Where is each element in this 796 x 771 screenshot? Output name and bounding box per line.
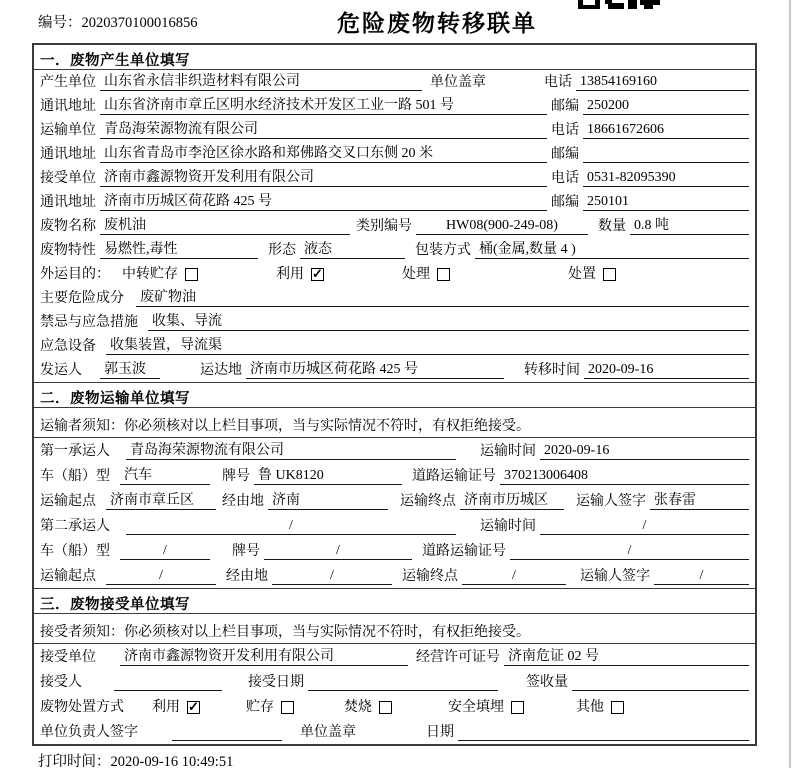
field-value-underline: / <box>264 542 412 560</box>
checkbox-label: 其他 <box>576 700 604 715</box>
form-row <box>34 70 755 94</box>
field-label: 经由地 <box>226 569 268 584</box>
field-label: 运输时间 <box>480 444 536 459</box>
check-mark-icon: ✓ <box>188 699 199 714</box>
form-row <box>34 358 755 382</box>
field-value-underline: 0531-82095390 <box>583 169 749 187</box>
field-value-underline <box>114 674 222 691</box>
form-row <box>34 310 755 334</box>
field-label: 单位负责人签字 <box>40 725 138 740</box>
field-value-underline: / <box>272 567 392 585</box>
form-row <box>34 142 755 166</box>
field-label: 邮编 <box>551 99 579 114</box>
form-row <box>34 190 755 214</box>
field-value-underline: 山东省济南市章丘区明水经济技术开发区工业一路 501 号 <box>100 97 547 115</box>
field-value-underline: 济南市章丘区 <box>106 492 216 510</box>
field-label: 通讯地址 <box>40 147 96 162</box>
form-row <box>34 538 755 563</box>
field-text: 单位盖章 <box>300 725 356 740</box>
field-value-underline: 易燃性,毒性 <box>100 241 258 259</box>
field-label: 签收量 <box>526 675 568 690</box>
field-value-underline: 郭玉波 <box>100 361 160 379</box>
form-row <box>34 286 755 310</box>
checkbox-unchecked <box>122 266 198 283</box>
field-label: 运输人签字 <box>580 569 650 584</box>
field-label: 应急设备 <box>40 339 96 354</box>
field-value-underline: 济南 <box>268 492 388 510</box>
checkbox-box-icon <box>311 268 324 281</box>
doc-number-value: 2020370100016856 <box>81 15 198 31</box>
field-label: 牌号 <box>232 544 260 559</box>
section-note: 接受者须知：你必须核对以上栏目事项，当与实际情况不符时，有权拒绝接受。 <box>34 614 755 644</box>
form-row <box>34 669 755 694</box>
field-label: 第二承运人 <box>40 519 110 534</box>
form-row <box>34 334 755 358</box>
section-header: 一．废物产生单位填写 <box>34 45 755 70</box>
form-row <box>34 513 755 538</box>
field-label: 电话 <box>551 123 579 138</box>
field-value-underline: / <box>462 567 566 585</box>
form-row <box>34 166 755 190</box>
field-value-underline: 收集装置，导流渠 <box>106 337 749 355</box>
field-value-underline: 济南市鑫源物资开发利用有限公司 <box>120 648 408 666</box>
checkbox-box-icon <box>187 701 200 714</box>
field-value-underline <box>583 146 749 163</box>
checkbox-box-icon <box>185 268 198 281</box>
field-value-underline: 济南市鑫源物资开发利用有限公司 <box>100 169 547 187</box>
field-value-underline: 370213006408 <box>500 467 749 485</box>
field-value-underline: / <box>120 542 210 560</box>
checkbox-label: 贮存 <box>246 700 274 715</box>
field-value-underline: 桶(金属,数量 4 ) <box>475 241 749 259</box>
checkbox-box-icon <box>437 268 450 281</box>
field-value-underline: 济南市历城区荷花路 425 号 <box>246 361 504 379</box>
checkbox-label: 焚烧 <box>344 700 372 715</box>
field-label: 包装方式 <box>415 243 471 258</box>
field-label: 运输起点 <box>40 494 96 509</box>
field-value-underline: 2020-09-16 <box>540 442 749 460</box>
section-header: 三．废物接受单位填写 <box>34 589 755 614</box>
field-value-underline: 250200 <box>583 97 749 115</box>
field-value-underline: / <box>126 517 456 535</box>
checkbox-label: 处置 <box>568 267 596 282</box>
field-label: 电话 <box>544 75 572 90</box>
field-label: 道路运输证号 <box>412 469 496 484</box>
field-value-underline: 济南危证 02 号 <box>504 648 749 666</box>
field-label: 接受单位 <box>40 171 96 186</box>
field-value-underline: 液态 <box>300 241 405 259</box>
form-row <box>34 563 755 588</box>
field-value-underline <box>458 724 749 741</box>
field-value-underline: / <box>654 567 749 585</box>
form-section <box>34 588 755 744</box>
field-value-underline: 济南市历城区 <box>460 492 564 510</box>
field-value-underline <box>308 674 498 691</box>
field-label: 类别编号 <box>356 219 412 234</box>
field-value-underline: 汽车 <box>120 467 210 485</box>
field-label: 牌号 <box>222 469 250 484</box>
checkbox-checked <box>152 699 200 716</box>
field-label: 接受单位 <box>40 650 96 665</box>
field-value-underline: 2020-09-16 <box>584 361 749 379</box>
field-value-underline <box>572 674 749 691</box>
field-label: 通讯地址 <box>40 99 96 114</box>
field-value-underline: / <box>510 542 749 560</box>
form-row <box>34 719 755 744</box>
checkbox-unchecked <box>246 699 294 716</box>
field-label: 废物特性 <box>40 243 96 258</box>
field-value-underline: HW08(900-249-08) <box>416 217 588 235</box>
field-value-underline: / <box>106 567 216 585</box>
field-value-underline: 山东省永信非织造材料有限公司 <box>100 73 422 91</box>
form-table <box>32 43 757 746</box>
print-time-label: 打印时间： <box>38 754 111 770</box>
checkbox-label: 利用 <box>276 267 304 282</box>
checkbox-box-icon <box>379 701 392 714</box>
field-label: 产生单位 <box>40 75 96 90</box>
form-row <box>34 644 755 669</box>
field-label: 运输单位 <box>40 123 96 138</box>
field-label: 道路运输证号 <box>422 544 506 559</box>
field-text: 单位盖章 <box>430 75 486 90</box>
checkbox-unchecked <box>576 699 624 716</box>
form-row <box>34 694 755 719</box>
field-value-underline: / <box>540 517 749 535</box>
field-label: 外运目的： <box>40 267 110 282</box>
form-row <box>34 238 755 262</box>
field-label: 通讯地址 <box>40 195 96 210</box>
form-row <box>34 94 755 118</box>
field-label: 接受人 <box>40 675 82 690</box>
checkbox-unchecked <box>344 699 392 716</box>
field-value-underline: 废机油 <box>100 217 350 235</box>
field-label: 废物名称 <box>40 219 96 234</box>
checkbox-unchecked <box>448 699 524 716</box>
checkbox-unchecked <box>402 266 450 283</box>
field-label: 主要危险成分 <box>40 291 124 306</box>
field-label: 运输起点 <box>40 569 96 584</box>
form-row <box>34 488 755 513</box>
form-row <box>34 262 755 286</box>
check-mark-icon: ✓ <box>312 266 323 281</box>
page-edge-line <box>789 0 791 768</box>
checkbox-unchecked <box>568 266 616 283</box>
field-label: 发运人 <box>40 363 82 378</box>
field-value-underline: 0.8 吨 <box>630 217 749 235</box>
field-label: 车（船）型 <box>40 544 110 559</box>
form-row <box>34 463 755 488</box>
field-label: 废物处置方式 <box>40 700 124 715</box>
field-label: 车（船）型 <box>40 469 110 484</box>
checkbox-box-icon <box>611 701 624 714</box>
field-value-underline: 青岛海荣源物流有限公司 <box>126 442 456 460</box>
field-value-underline: 张春雷 <box>650 492 749 510</box>
print-time-value: 2020-09-16 10:49:51 <box>110 754 234 770</box>
field-value-underline: 250101 <box>583 193 749 211</box>
field-value-underline: 青岛海荣源物流有限公司 <box>100 121 547 139</box>
field-label: 经由地 <box>222 494 264 509</box>
field-value-underline: 鲁 UK8120 <box>254 467 402 485</box>
field-label: 第一承运人 <box>40 444 110 459</box>
checkbox-checked <box>276 266 324 283</box>
checkbox-label: 利用 <box>152 700 180 715</box>
field-label: 运输终点 <box>400 494 456 509</box>
doc-number-label: 编号： <box>38 15 82 31</box>
field-label: 运输时间 <box>480 519 536 534</box>
field-label: 邮编 <box>551 195 579 210</box>
form-row <box>34 118 755 142</box>
doc-title: 危险废物转移联单 <box>337 11 537 36</box>
form-row <box>34 438 755 463</box>
field-label: 运达地 <box>200 363 242 378</box>
field-label: 转移时间 <box>524 363 580 378</box>
field-label: 接受日期 <box>248 675 304 690</box>
checkbox-label: 安全填埋 <box>448 700 504 715</box>
checkbox-box-icon <box>603 268 616 281</box>
field-label: 运输终点 <box>402 569 458 584</box>
checkbox-label: 中转贮存 <box>122 267 178 282</box>
field-value-underline: 收集、导流 <box>148 313 749 331</box>
field-value-underline <box>172 724 282 741</box>
field-label: 运输人签字 <box>576 494 646 509</box>
field-label: 日期 <box>426 725 454 740</box>
field-label: 数量 <box>598 219 626 234</box>
field-label: 经营许可证号 <box>416 650 500 665</box>
form-row <box>34 214 755 238</box>
section-header: 二．废物运输单位填写 <box>34 383 755 408</box>
section-note: 运输者须知：你必须核对以上栏目事项，当与实际情况不符时，有权拒绝接受。 <box>34 408 755 438</box>
field-value-underline: 13854169160 <box>576 73 749 91</box>
field-value-underline: 18661672606 <box>583 121 749 139</box>
field-value-underline: 废矿物油 <box>136 289 749 307</box>
checkbox-box-icon <box>281 701 294 714</box>
field-label: 禁忌与应急措施 <box>40 315 138 330</box>
form-section <box>34 382 755 588</box>
field-label: 电话 <box>551 171 579 186</box>
checkbox-label: 处理 <box>402 267 430 282</box>
form-section <box>34 45 755 382</box>
checkbox-box-icon <box>511 701 524 714</box>
field-label: 形态 <box>268 243 296 258</box>
field-value-underline: 济南市历城区荷花路 425 号 <box>100 193 547 211</box>
field-value-underline: 山东省青岛市李沧区徐水路和郑佛路交叉口东侧 20 米 <box>100 145 547 163</box>
field-label: 邮编 <box>551 147 579 162</box>
